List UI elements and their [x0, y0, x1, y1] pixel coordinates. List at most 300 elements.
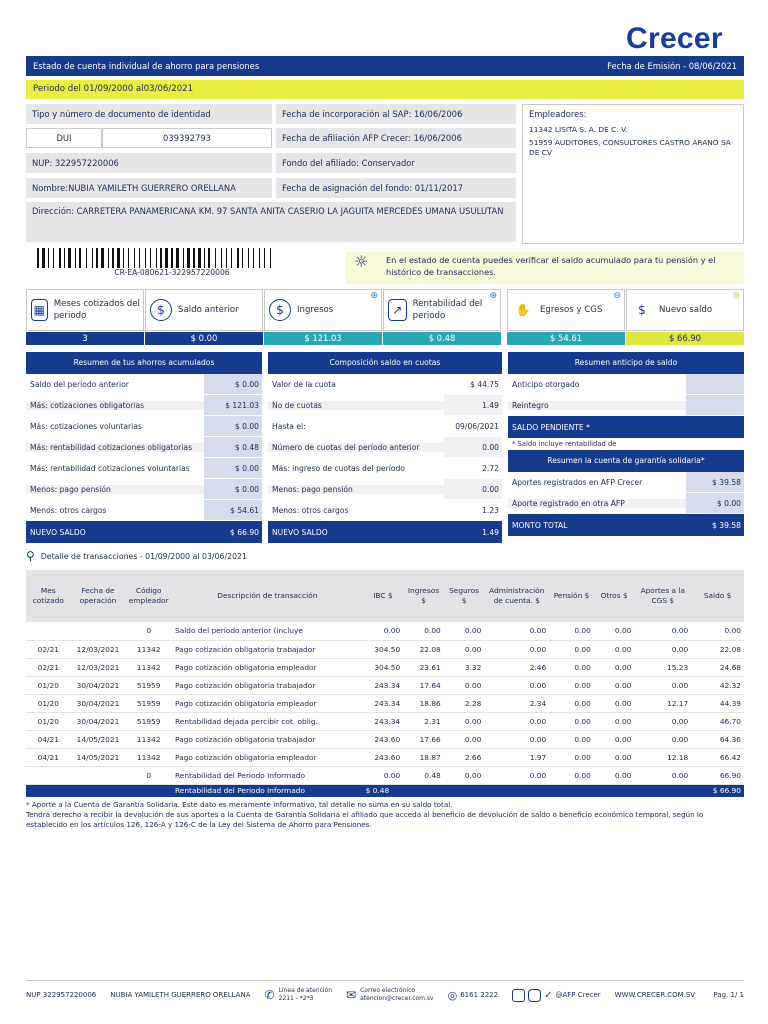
footer-name: NUBIA YAMILETH GUERRERO ORELLANA — [110, 991, 251, 999]
table-cell: 18.87 — [403, 748, 444, 766]
barcode-bar — [145, 248, 146, 268]
pending-balance: SALDO PENDIENTE * — [508, 416, 744, 438]
barcode-bar — [136, 248, 138, 268]
table-cell: 64.36 — [691, 730, 744, 748]
table-cell: 15.23 — [634, 658, 691, 676]
table-cell: 2.28 — [444, 694, 485, 712]
barcode-bar — [242, 248, 243, 268]
table-cell: 2.31 — [403, 712, 444, 730]
employers-label: Empleadores: — [529, 109, 587, 119]
summary-row: Más: rentabilidad cotizaciones obligatorias $ 0.48 — [26, 437, 262, 458]
table-cell: 0.00 — [549, 622, 594, 640]
whatsapp-icon: ◎ — [447, 988, 458, 1002]
barcode-bar — [40, 248, 41, 268]
table-cell: 22.08 — [691, 640, 744, 658]
transactions-table — [26, 570, 744, 797]
table-cell: 0.00 — [594, 730, 635, 748]
summary-row: Saldo del período anterior $ 0.00 — [26, 374, 262, 395]
barcode-bar — [141, 248, 144, 268]
table-cell: 46.70 — [691, 712, 744, 730]
table-row — [26, 658, 744, 676]
mail-icon: ✉ — [346, 988, 357, 1002]
barcode-bar — [208, 248, 210, 268]
barcode-bar — [96, 248, 98, 268]
barcode-bar — [99, 248, 100, 268]
section-title: Resumen anticipo de saldo — [508, 352, 744, 374]
plus-icon: ⊕ — [489, 291, 497, 301]
composition-row: No de cuotas 1.49 — [268, 395, 502, 416]
summary-row: Menos: otros cargos $ 54.61 — [26, 500, 262, 521]
table-cell: 0.00 — [691, 622, 744, 640]
composition-row: Valor de la cuota $ 44.75 — [268, 374, 502, 395]
barcode-bar — [264, 248, 265, 268]
table-cell: 0.48 — [403, 766, 444, 784]
footer-social[interactable]: ✓ @AFP Crecer — [512, 989, 601, 1002]
issue-date: Fecha de Emisión - 08/06/2021 — [607, 61, 737, 71]
table-cell: 66.42 — [691, 748, 744, 766]
table-cell: 0.00 — [634, 712, 691, 730]
barcode-bar — [223, 248, 225, 268]
table-cell: 0.00 — [594, 694, 635, 712]
table-cell: 243.34 — [363, 712, 404, 730]
barcode-bar — [226, 248, 227, 268]
barcode-bar — [64, 248, 65, 268]
table-cell: 2.34 — [484, 694, 549, 712]
table-cell: 17.64 — [403, 676, 444, 694]
barcode-bar — [101, 248, 104, 268]
summary-row: Menos: pago pensión $ 0.00 — [26, 479, 262, 500]
barcode-bar — [82, 248, 85, 268]
table-cell: 12/03/2021 — [71, 658, 126, 676]
barcode-bar — [206, 248, 207, 268]
table-cell: 01/20 — [26, 712, 71, 730]
barcode-bar — [204, 248, 205, 268]
statement-header — [26, 56, 744, 76]
barcode-bar — [46, 248, 47, 268]
chart-up-icon: ↗ — [388, 299, 407, 321]
table-cell: 0.00 — [549, 730, 594, 748]
table-row — [26, 640, 744, 658]
section-title: Resumen de tus ahorros acumulados — [26, 352, 262, 374]
barcode-bar — [125, 248, 127, 268]
table-cell: 11342 — [125, 640, 172, 658]
barcode-bar — [115, 248, 116, 268]
barcode-bar — [165, 248, 168, 268]
table-cell: 2.46 — [484, 658, 549, 676]
table-cell: 30/04/2021 — [71, 694, 126, 712]
table-row — [26, 694, 744, 712]
table-cell: 0.00 — [444, 730, 485, 748]
affiliate-name: Nombre:NUBIA YAMILETH GUERRERO ORELLANA — [26, 178, 272, 198]
barcode-bar — [92, 248, 93, 268]
card-value: 3 — [26, 332, 144, 345]
card-value: $ 0.48 — [383, 332, 501, 345]
table-cell: 0.00 — [594, 658, 635, 676]
employers-box — [522, 104, 744, 244]
table-cell: 0.00 — [549, 694, 594, 712]
table-cell: Pago cotización obligatoria trabajador — [172, 676, 363, 694]
barcode-bar — [228, 248, 230, 268]
table-cell: 243.34 — [363, 676, 404, 694]
table-cell: 0.00 — [484, 640, 549, 658]
table-cell: Pago cotización obligatoria empleador — [172, 694, 363, 712]
barcode-code: CR-EA-080621-322957220006 — [114, 268, 230, 277]
table-cell: 11342 — [125, 658, 172, 676]
table-cell: 0.00 — [363, 766, 404, 784]
lightbulb-icon: ☼ — [354, 252, 369, 271]
table-cell: 04/21 — [26, 748, 71, 766]
table-cell: 51959 — [125, 712, 172, 730]
card-value: $ 0.00 — [145, 332, 263, 345]
detail-title: ⚲ Detalle de transacciones - 01/09/2000 al 03/06/2021 — [26, 549, 247, 563]
table-cell: 0.00 — [549, 712, 594, 730]
summary-row: Más: cotizaciones obligatorias $ 121.03 — [26, 395, 262, 416]
equals-icon: ⊜ — [732, 291, 740, 301]
advance-row: Anticipo otorgado — [508, 374, 744, 395]
barcode-bar — [72, 248, 74, 268]
table-cell — [26, 622, 71, 640]
table-cell: 30/04/2021 — [71, 712, 126, 730]
advance-row: Reintegro — [508, 395, 744, 416]
table-cell: 22.08 — [403, 640, 444, 658]
card-label: Saldo anterior — [178, 305, 239, 315]
info-text: En el estado de cuenta puedes verificar el saldo acumulado para tu pensión y el histórico de transacciones. — [386, 255, 716, 277]
table-cell: 304.50 — [363, 640, 404, 658]
table-cell — [71, 766, 126, 784]
table-cell: 0.00 — [634, 622, 691, 640]
calendar-icon: ▦ — [31, 299, 48, 321]
barcode-bar — [171, 248, 173, 268]
table-header: Mes cotizado Fecha de operación Código empleador Descripción de transacción IBC $ Ingresos $ Seguros $ Administración de cuenta. $ Pensión $ Otros $ Aportes a la CGS $ Saldo $ — [26, 570, 744, 622]
table-cell: 04/21 — [26, 730, 71, 748]
table-row — [26, 712, 744, 730]
table-row — [26, 766, 744, 784]
crecer-logo: Crecer — [626, 22, 723, 55]
table-footer: Rentabilidad del Periodo Informado $ 0.48 $ 66.90 — [26, 784, 744, 797]
composition-row: Más: ingreso de cuotas del período 2.72 — [268, 458, 502, 479]
table-cell: 0.00 — [484, 766, 549, 784]
barcode-bar — [130, 248, 133, 268]
table-cell: 0.00 — [549, 640, 594, 658]
barcode-bar — [86, 248, 87, 268]
table-cell: 1.97 — [484, 748, 549, 766]
table-cell: 0.00 — [549, 676, 594, 694]
statement-title: Estado de cuenta individual de ahorro para pensiones — [33, 61, 260, 71]
table-cell: Pago cotización obligatoria trabajador — [172, 640, 363, 658]
barcode-bar — [156, 248, 157, 268]
footer-whatsapp[interactable]: ◎ 6161 2222 — [447, 988, 499, 1002]
composition-summary — [268, 352, 502, 543]
doc-number: 039392793 — [102, 128, 272, 148]
table-cell: 243.60 — [363, 730, 404, 748]
barcode-bar — [272, 248, 274, 268]
table-cell: 51959 — [125, 694, 172, 712]
barcode-bar — [240, 248, 241, 268]
table-cell: Rentabilidad del Periodo Informado — [172, 766, 363, 784]
note-refund: Tendrá derecho a recibir la devolución de sus aportes a la Cuenta de Garantía Solidaria el afiliado que acceda al beneficio de devolución de saldo o beneficio económico temporal, según lo establecido en los artículos 126, 126-A y 126-C de la Ley del Sistema de Ahorro para Pensiones. — [26, 810, 704, 829]
table-cell: 0.00 — [634, 640, 691, 658]
composition-row: Menos: pago pensión 0.00 — [268, 479, 502, 500]
doc-label: Tipo y número de documento de identidad — [26, 104, 272, 124]
table-cell: 0.00 — [444, 622, 485, 640]
barcode-bar — [176, 248, 179, 268]
barcode-bar — [185, 248, 186, 268]
table-cell — [71, 622, 126, 640]
barcode-bar — [121, 248, 122, 268]
barcode-bar — [174, 248, 175, 268]
table-row — [26, 622, 744, 640]
table-row — [26, 748, 744, 766]
barcode-bar — [237, 248, 239, 268]
table-cell: 0.00 — [549, 658, 594, 676]
instagram-icon — [528, 989, 541, 1002]
table-cell: 12.18 — [634, 748, 691, 766]
barcode-bar — [231, 248, 232, 268]
barcode-bar — [233, 248, 236, 268]
nup: NUP: 322957220006 — [26, 153, 272, 173]
table-cell: 51959 — [125, 676, 172, 694]
table-cell: Pago cotización obligatoria empleador — [172, 658, 363, 676]
barcode-bar — [134, 248, 135, 268]
barcode-bar — [259, 248, 260, 268]
section-title: Composición saldo en cuotas — [268, 352, 502, 374]
card-label: Rentabilidad del periodo — [412, 299, 483, 321]
table-cell: 0.00 — [594, 712, 635, 730]
guarantee-total: MONTO TOTAL $ 39.58 — [508, 514, 744, 536]
composition-row: Hasta el: 09/06/2021 — [268, 416, 502, 437]
table-cell: 0.00 — [484, 712, 549, 730]
table-cell: 66.90 — [691, 766, 744, 784]
table-cell: 02/21 — [26, 658, 71, 676]
barcode-bar — [50, 248, 52, 268]
fund-date: Fecha de asignación del fondo: 01/11/2017 — [276, 178, 516, 198]
barcode-bar — [105, 248, 107, 268]
table-cell: 0.00 — [484, 676, 549, 694]
doc-type: DUI — [26, 128, 102, 148]
minus-icon: ⊖ — [613, 291, 621, 301]
page-footer — [26, 980, 744, 1003]
page-number: Pag. 1/ 1 — [713, 991, 744, 999]
coins-icon: $ — [638, 303, 646, 317]
card-value: $ 54.61 — [507, 332, 625, 345]
table-cell: 0.00 — [363, 622, 404, 640]
table-cell: 0 — [125, 766, 172, 784]
table-cell: 243.34 — [363, 694, 404, 712]
facebook-icon — [512, 989, 525, 1002]
barcode-bar — [66, 248, 67, 268]
barcode-bar — [253, 248, 254, 268]
barcode-bar — [139, 248, 140, 268]
card-expenses — [507, 289, 625, 331]
barcode-bar — [215, 248, 216, 268]
barcode-bar — [53, 248, 54, 268]
table-cell: 0.00 — [444, 766, 485, 784]
barcode-bar — [123, 248, 124, 268]
barcode-bar — [117, 248, 120, 268]
table-cell: 0.00 — [444, 712, 485, 730]
phone-icon: ✆ — [264, 988, 275, 1002]
barcode-bar — [62, 248, 63, 268]
search-icon: ⚲ — [26, 549, 35, 563]
advance-note: * Saldo incluye rentabilidad de — [512, 440, 617, 448]
summary-row: Más: cotizaciones voluntarias $ 0.00 — [26, 416, 262, 437]
table-cell: 0.00 — [484, 622, 549, 640]
barcode-bar — [88, 248, 91, 268]
table-cell: Pago cotización obligatoria empleador — [172, 748, 363, 766]
barcode-bar — [128, 248, 129, 268]
barcode-bar — [48, 248, 49, 268]
barcode-bar — [108, 248, 109, 268]
barcode-bar — [193, 248, 195, 268]
barcode-bar — [244, 248, 247, 268]
table-cell: 0.00 — [444, 640, 485, 658]
table-cell: 01/20 — [26, 676, 71, 694]
table-cell: 12.17 — [634, 694, 691, 712]
card-label: Meses cotizados del periodo — [53, 299, 140, 321]
employer-item: 51959 AUDITORES, CONSULTORES CASTRO ARANO SA DE CV — [529, 138, 731, 157]
composition-row: Menos: otros cargos 1.23 — [268, 500, 502, 521]
barcode-bar — [198, 248, 201, 268]
barcode-bar — [160, 248, 162, 268]
barcode-bar — [42, 248, 45, 268]
table-cell: 30/04/2021 — [71, 676, 126, 694]
table-cell: 0.00 — [549, 748, 594, 766]
barcode-bar — [248, 248, 249, 268]
card-label: Nuevo saldo — [659, 305, 713, 315]
employer-item: 11342 LISITA S. A. DE C. V. — [529, 125, 628, 134]
card-income — [264, 289, 382, 331]
barcode-bar — [221, 248, 222, 268]
table-row — [26, 676, 744, 694]
table-row — [26, 730, 744, 748]
barcode-bar — [202, 248, 203, 268]
card-new-balance — [626, 289, 744, 331]
fund: Fondo del afiliado: Conservador — [276, 153, 516, 173]
barcode-bar — [75, 248, 76, 268]
section-title: Resumen la cuenta de garantía solidaria* — [508, 450, 744, 472]
advance-summary — [508, 352, 744, 536]
table-cell: 2.66 — [444, 748, 485, 766]
dollar-icon: $ — [269, 299, 291, 321]
plus-icon: ⊕ — [370, 291, 378, 301]
barcode-bar — [217, 248, 220, 268]
card-previous-balance — [145, 289, 263, 331]
table-cell: 18.86 — [403, 694, 444, 712]
table-cell — [26, 766, 71, 784]
barcode-bar — [255, 248, 258, 268]
barcode-bar — [196, 248, 197, 268]
card-label: Egresos y CGS — [540, 305, 603, 315]
card-months — [26, 289, 144, 331]
period-banner: Periodo del 01/09/2000 al03/06/2021 — [26, 80, 744, 99]
barcode-bar — [211, 248, 214, 268]
summary-row: Más: rentabilidad cotizaciones voluntarias $ 0.00 — [26, 458, 262, 479]
table-cell: 0.00 — [594, 748, 635, 766]
table-cell: 243.60 — [363, 748, 404, 766]
barcode-bar — [183, 248, 184, 268]
table-cell: 0.00 — [634, 676, 691, 694]
table-cell: 0.00 — [634, 766, 691, 784]
table-cell: 0 — [125, 622, 172, 640]
card-return — [383, 289, 501, 331]
barcode-bar — [270, 248, 271, 268]
composition-row: Número de cuotas del período anterior 0.00 — [268, 437, 502, 458]
table-cell: 17.66 — [403, 730, 444, 748]
table-cell: 304.50 — [363, 658, 404, 676]
table-cell: 44.39 — [691, 694, 744, 712]
barcode-bar — [79, 248, 81, 268]
barcode-bar — [266, 248, 269, 268]
table-cell: 0.00 — [634, 730, 691, 748]
table-cell: 3.32 — [444, 658, 485, 676]
barcode-bar — [250, 248, 252, 268]
guarantee-row: Aporte registrado en otra AFP $ 0.00 — [508, 493, 744, 514]
barcode-bar — [261, 248, 263, 268]
table-cell: Saldo del período anterior (incluye — [172, 622, 363, 640]
table-cell: 42.32 — [691, 676, 744, 694]
twitter-icon: ✓ — [544, 989, 553, 1001]
hand-money-icon: ✋ — [515, 303, 531, 317]
barcode-bar — [94, 248, 95, 268]
barcode-bar — [55, 248, 58, 268]
card-label: Ingresos — [297, 305, 334, 315]
table-cell: 23.61 — [403, 658, 444, 676]
barcode-bar — [180, 248, 182, 268]
barcode-bar — [152, 248, 155, 268]
table-cell: 0.00 — [444, 676, 485, 694]
footer-phone: ✆ Línea de atención 2211 - *2*3 — [264, 987, 333, 1002]
table-cell: 14/05/2021 — [71, 730, 126, 748]
footer-nup: NUP 322957220006 — [26, 991, 97, 999]
savings-summary — [26, 352, 262, 543]
table-cell: 0.00 — [484, 730, 549, 748]
afp-date: Fecha de afiliación AFP Crecer: 16/06/2006 — [276, 128, 516, 148]
info-banner — [346, 252, 744, 284]
barcode-bar — [169, 248, 170, 268]
composition-total: NUEVO SALDO 1.49 — [268, 521, 502, 543]
barcode-bar — [59, 248, 61, 268]
footer-web[interactable]: WWW.CRECER.COM.SV — [614, 991, 696, 999]
barcode-bar — [158, 248, 159, 268]
table-cell: Rentabilidad dejada percibir cot. oblig. — [172, 712, 363, 730]
barcode-bar — [191, 248, 192, 268]
barcode-bar — [187, 248, 190, 268]
address: Dirección: CARRETERA PANAMERICANA KM. 97 SANTA ANITA CASERIO LA JAGUITA MERCEDES UMANA USULUTAN — [26, 202, 516, 242]
table-cell: 24.68 — [691, 658, 744, 676]
footer-email[interactable]: ✉ Correo electrónico atencion@crecer.com.sv — [346, 987, 434, 1002]
table-cell: 0.00 — [594, 766, 635, 784]
table-cell: 14/05/2021 — [71, 748, 126, 766]
table-cell: 12/03/2021 — [71, 640, 126, 658]
notes — [26, 800, 744, 830]
table-cell: 0.00 — [594, 676, 635, 694]
sap-date: Fecha de incorporación al SAP: 16/06/2006 — [276, 104, 516, 124]
table-cell: 0.00 — [594, 622, 635, 640]
barcode-bar — [37, 248, 39, 268]
summary-total: NUEVO SALDO $ 66.90 — [26, 521, 262, 543]
barcode-bar — [68, 248, 71, 268]
table-cell: Pago cotización obligatoria trabajador — [172, 730, 363, 748]
barcode-bar — [77, 248, 78, 268]
table-cell: 02/21 — [26, 640, 71, 658]
money-bag-icon: $ — [150, 299, 172, 321]
barcode-bar — [150, 248, 151, 268]
table-cell: 01/20 — [26, 694, 71, 712]
barcode-bar — [112, 248, 114, 268]
table-cell: 11342 — [125, 730, 172, 748]
table-cell: 0.00 — [594, 640, 635, 658]
card-value: $ 66.90 — [626, 332, 744, 345]
